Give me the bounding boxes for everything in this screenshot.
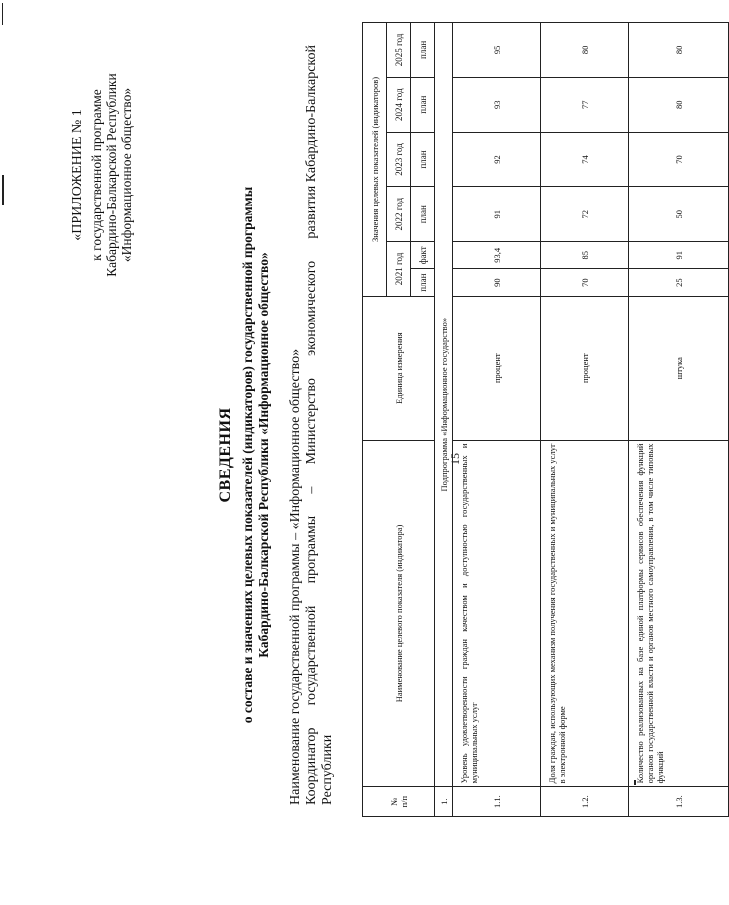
subprogram-num: 1. — [435, 787, 453, 817]
coordinator-line-end: Республики — [320, 734, 335, 805]
title-line: Кабардино-Балкарской Республики «Информационное общество» — [256, 252, 271, 658]
row-value: 92 — [453, 132, 541, 187]
subprogram-row — [435, 23, 453, 817]
kind-header: план — [411, 23, 435, 78]
row-value: 70 — [541, 269, 629, 296]
kind-header: план — [411, 269, 435, 296]
program-meta — [288, 45, 336, 805]
scan-mark — [2, 3, 3, 25]
page-number: 15 — [448, 453, 462, 465]
row-indicator: Количество реализованных на базе единой платформы сервисов обеспечения функций органов государственной власти и органов местного самоуправления, в том числе типовых функций — [629, 440, 729, 787]
appendix-line: Кабардино-Балкарской Республики — [104, 73, 119, 277]
table-row — [453, 23, 541, 817]
table-row — [629, 23, 729, 817]
row-value: 50 — [629, 187, 729, 242]
appendix-title: «ПРИЛОЖЕНИЕ № 1 — [70, 109, 85, 241]
appendix-line: «Информационное общество» — [119, 87, 134, 263]
scan-mark — [2, 175, 4, 205]
row-value: 74 — [541, 132, 629, 187]
header-unit: Единица измерения — [363, 296, 435, 440]
row-indicator: Уровень удовлетворенности граждан качеством и доступностью государственных и муниципальных услуг — [453, 440, 541, 787]
coordinator-line: Координатор государственной программы – Министерство экономического развития Кабардино-Балкарской — [304, 45, 319, 805]
title-heading: СВЕДЕНИЯ — [217, 407, 234, 503]
header-row — [363, 23, 387, 817]
row-value: 91 — [629, 242, 729, 269]
year-header: 2021 год — [387, 242, 411, 297]
year-header: 2023 год — [387, 132, 411, 187]
row-value: 91 — [453, 187, 541, 242]
row-value: 95 — [453, 23, 541, 78]
document-title — [218, 65, 272, 845]
row-unit: процент — [541, 296, 629, 440]
kind-header: план — [411, 77, 435, 132]
year-header: 2024 год — [387, 77, 411, 132]
row-unit: процент — [453, 296, 541, 440]
row-value: 70 — [629, 132, 729, 187]
subprogram-title: Подпрограмма «Информационное государство» — [435, 23, 453, 787]
row-indicator: Доля граждан, использующих механизм получения государственных и муниципальных услуг в электронной форме — [541, 440, 629, 787]
row-value: 85 — [541, 242, 629, 269]
row-value: 93 — [453, 77, 541, 132]
header-indicator: Наименование целевого показателя (индикатора) — [363, 440, 435, 787]
indicators-table — [362, 22, 729, 817]
year-header: 2025 год — [387, 23, 411, 78]
appendix-header — [70, 0, 134, 365]
table-row — [541, 23, 629, 817]
year-header: 2022 год — [387, 187, 411, 242]
row-value: 90 — [453, 269, 541, 296]
row-value: 25 — [629, 269, 729, 296]
appendix-line: к государственной программе — [89, 89, 104, 261]
row-value: 80 — [629, 23, 729, 78]
title-line: о составе и значениях целевых показателей (индикаторов) государственной программы — [240, 186, 255, 724]
program-name: Наименование государственной программы – «Информационное общество» — [288, 348, 303, 805]
row-num: 1.1. — [453, 787, 541, 817]
row-num: 1.3. — [629, 787, 729, 817]
row-value: 80 — [541, 23, 629, 78]
header-num: № п/п — [363, 787, 435, 817]
row-value: 80 — [629, 77, 729, 132]
row-value: 77 — [541, 77, 629, 132]
row-unit: штука — [629, 296, 729, 440]
row-value: 72 — [541, 187, 629, 242]
kind-header: план — [411, 187, 435, 242]
header-values: Значения целевых показателей (индикаторов) — [363, 23, 387, 297]
kind-header: план — [411, 132, 435, 187]
kind-header: факт — [411, 242, 435, 269]
row-value: 93,4 — [453, 242, 541, 269]
row-num: 1.2. — [541, 787, 629, 817]
